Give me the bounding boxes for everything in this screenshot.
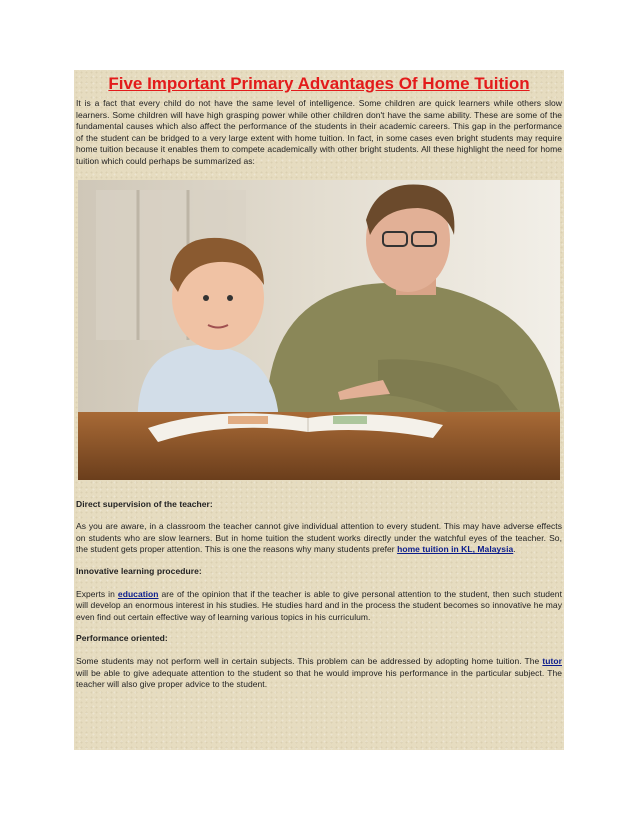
section-paragraph	[76, 521, 562, 556]
tutor-link[interactable]: tutor	[542, 655, 562, 666]
section-text: Some students may not perform well in certain subjects. This problem can be addressed by adopting home tuition. The	[76, 655, 543, 666]
section-text: are of the opinion that if the teacher is able to give personal attention to the student, then such student will develop an enormous interest in his studies. He studies hard and in the process the student becomes so innovative he may even find out certain effective way of learning various topics in his curriculum.	[76, 588, 562, 622]
section-text: As you are aware, in a classroom the teacher cannot give individual attention to every student. This may have adverse effects on students who are slow learners. But in home tuition the student works directly under the watchful eyes of the teacher. So, the student gets proper attention. This is one the reasons why many students prefer	[76, 521, 562, 555]
intro-paragraph: It is a fact that every child do not have the same level of intelligence. Some children are quick learners while others slow learners. Some children will have high grasping power while other children don't have the same ability. These are some of the fundamental causes which also affect the performance of the students in their academic careers. This gap in the performance of the student can be bridged to a very large extent with home tuition. In fact, in some cases even bright students may require home tuition because it enables them to compete academically with other bright students. All these highlight the need for home tuition which could perhaps be summarized as:	[76, 98, 562, 166]
section-text: Experts in	[76, 588, 118, 599]
section-performance	[76, 633, 562, 690]
section-heading: Performance oriented:	[76, 633, 168, 644]
article-title: Five Important Primary Advantages Of Home Tuition	[108, 74, 530, 93]
section-supervision	[76, 499, 562, 556]
section-innovative	[76, 566, 562, 623]
section-text: .	[513, 544, 516, 555]
article-page	[74, 70, 564, 750]
home-tuition-link[interactable]: home tuition in KL, Malaysia	[397, 544, 514, 555]
education-link[interactable]: education	[117, 588, 159, 599]
section-paragraph	[76, 656, 562, 691]
teacher-student-photo	[78, 180, 560, 480]
section-heading: Direct supervision of the teacher:	[76, 498, 213, 509]
section-heading: Innovative learning procedure:	[76, 565, 202, 576]
section-text: will be able to give adequate attention to the student so that he would improve his performance in the particular subject. The teacher will also give proper advice to the student.	[76, 667, 562, 690]
section-paragraph	[76, 589, 562, 624]
